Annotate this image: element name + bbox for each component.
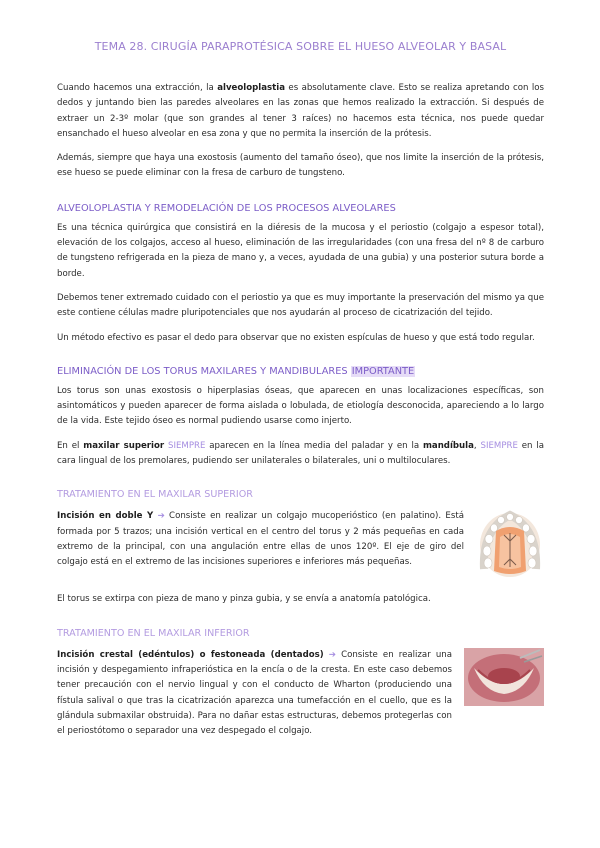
text: Consiste en realizar un colgajo mucoperióstico (en palatino). Está formada por 5 trazos; una incisión vertical en el centro del torus y 2 más pequeñas en cada extremo de la principal, con una angulación entre ellas de unos 120º. El eje de giro del colgajo está en el extremo de las incisiones superiores e inferiores más pequeñas. (57, 511, 464, 568)
section-heading-torus (57, 366, 544, 377)
text: aparecen en la línea media del paladar y en la (205, 440, 423, 451)
maxilar-superior-row (57, 509, 544, 583)
text: , (473, 440, 481, 451)
section2-paragraph-2 (57, 439, 544, 470)
section-heading-maxilar-superior: TRATAMIENTO EN EL MAXILAR SUPERIOR (57, 489, 253, 501)
text: En el (57, 440, 84, 451)
section3-paragraph-2: El torus se extirpa con pieza de mano y pinza gubia, y se envía a anatomía patológica. (57, 594, 431, 605)
siempre-tag: SIEMPRE (480, 440, 518, 451)
maxilar-inferior-row (57, 648, 544, 740)
bold-maxilar-superior: maxilar superior (83, 440, 165, 451)
section1-paragraph-3: Un método efectivo es pasar el dedo para observar que no existen espículas de hueso y que está todo regular. (57, 332, 535, 343)
section-heading-alveoloplastia: ALVEOLOPLASTIA Y REMODELACIÓN DE LOS PROCESOS ALVEOLARES (57, 202, 396, 214)
bold-incision-crestal: Incisión crestal (edéntulos) o festoneada (dentados) (57, 649, 324, 660)
section3-paragraph-1 (57, 509, 464, 570)
section1-paragraph-2: Debemos tener extremado cuidado con el periostio ya que es muy importante la preservación del mismo ya que este contiene células madre pluripotenciales que nos ayudarán al proceso de cicatrización del tejido. (57, 292, 544, 319)
section1-paragraph-1: Es una técnica quirúrgica que consistirá en la diéresis de la mucosa y el periostio (colgajo a espesor total), elevación de los colgajos, acceso al hueso, eliminación de las irregularidades (con una fresa del nº 8 de carburo de tungsteno refrigerada en la pieza de mano y, a veces, ayudada de una gubia) y una posterior sutura borde a borde. (57, 222, 544, 279)
intro-text: es absolutamente clave. Esto se realiza apretando con los dedos y juntando bien las paredes alveolares en las zonas que hemos realizado la extracción. Si después de extraer un 2-3º molar (que son grandes al tener 3 raíces) no hacemos esta técnica, nos puede quedar ensanchado el hueso alveolar en esa zona y que no permita la inserción de la prótesis. (57, 83, 544, 139)
section2-paragraph-1: Los torus son unas exostosis o hiperplasias óseas, que aparecen en unas localizaciones específicas, son asintomáticos y pueden aparecer de forma aislada o lobulada, de etiología desconocida, apareciendo a lo largo de la vida. Este tejido óseo es normal pudiendo usarse como injerto. (57, 385, 544, 427)
intro-paragraph-2: Además, siempre que haya una exostosis (aumento del tamaño óseo), que nos limite la inserción de la prótesis, ese hueso se puede eliminar con la fresa de carburo de tungsteno. (57, 153, 544, 179)
intro-paragraph-1 (57, 81, 544, 142)
bold-incision-doble-y: Incisión en doble Y (57, 511, 154, 522)
document-page (57, 40, 544, 739)
mandible-surgery-photo (464, 648, 544, 710)
arrow-icon: ➔ (328, 649, 336, 660)
siempre-tag: SIEMPRE (167, 440, 206, 451)
section2-heading-text: ELIMINACIÓN DE LOS TORUS MAXILARES Y MANDIBULARES (57, 365, 348, 377)
section-heading-maxilar-inferior: TRATAMIENTO EN EL MAXILAR INFERIOR (57, 627, 250, 639)
bold-mandibula: mandíbula (422, 440, 474, 451)
section4-paragraph-1 (57, 648, 452, 740)
document-title: TEMA 28. CIRUGÍA PARAPROTÉSICA SOBRE EL HUESO ALVEOLAR Y BASAL (94, 40, 507, 53)
arrow-icon: ➔ (157, 511, 165, 522)
text: en la cara lingual de los premolares, pudiendo ser unilaterales o bilaterales, uni o multiloculares. (57, 440, 544, 467)
palate-illustration (476, 509, 544, 583)
intro-text: Cuando hacemos una extracción, la (57, 83, 218, 93)
text: Consiste en realizar una incisión y despegamiento infraperióstica en la encía o de la cresta. En este caso debemos tener precaución con el nervio lingual y con el conducto de Wharton (produciendo una fístula salival o que tras la cicatrización aparezca una tumefacción en el cuello, que es la glándula submaxilar obstruida). Para no dañar estas estructuras, debemos protegerlas con el periostótomo o separador una vez despegado el colgajo. (57, 649, 452, 737)
intro-bold-term: alveoloplastia (217, 83, 285, 93)
importante-badge: IMPORTANTE (351, 365, 415, 377)
